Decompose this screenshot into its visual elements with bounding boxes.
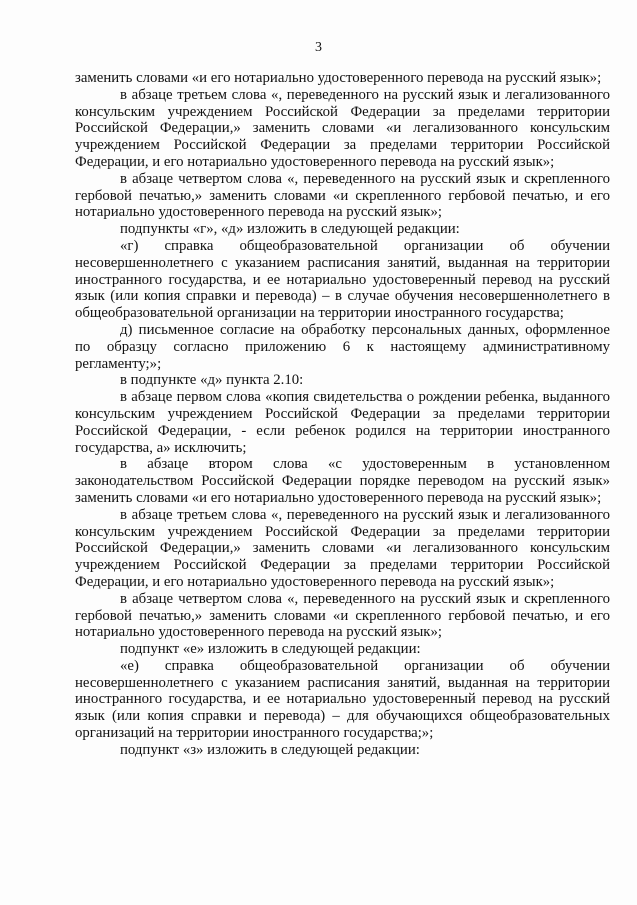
paragraph-11: в абзаце четвертом слова «, переведенного на русский язык и скрепленного гербовой печатью,» заменить словами «и скрепленного гербовой печатью, и его нотариально удостоверенного перевода на русский язык»; bbox=[75, 590, 610, 641]
paragraph-7: в подпункте «д» пункта 2.10: bbox=[120, 372, 304, 389]
paragraph-12: подпункт «е» изложить в следующей редакции: bbox=[120, 641, 421, 658]
paragraph-8: в абзаце первом слова «копия свидетельства о рождении ребенка, выданного консульским учреждением Российской Федерации за пределами территории Российской Федерации, - если ребенок родился на территории иностранного государства, а» исключить; bbox=[75, 389, 610, 456]
paragraph-6: д) письменное согласие на обработку персональных данных, оформленное по образцу согласно приложению 6 к настоящему административному регламенту;»; bbox=[75, 321, 610, 372]
paragraph-3: в абзаце четвертом слова «, переведенного на русский язык и скрепленного гербовой печатью,» заменить словами «и скрепленного гербовой печатью, и его нотариально удостоверенного перевода на русский язык»; bbox=[75, 170, 610, 221]
paragraph-5: «г) справка общеобразовательной организации об обучении несовершеннолетнего с указанием расписания занятий, выданная на территории иностранного государства, и ее нотариально удостоверенный перевод на русский язык (или копия справки и перевода) – в случае обучения несовершеннолетнего в общеобразовательной организации на территории иностранного государства; bbox=[75, 237, 610, 322]
paragraph-1: заменить словами «и его нотариально удостоверенного перевода на русский язык»; bbox=[75, 70, 602, 86]
paragraph-10: в абзаце третьем слова «, переведенного на русский язык и легализованного консульским учреждением Российской Федерации за пределами территории Российской Федерации,» заменить словами «и легализованного консульским учреждением Российской Федерации за пределами территории Российской Федерации, и его нотариально удостоверенного перевода на русский язык»; bbox=[75, 506, 610, 590]
page-number: 3 bbox=[315, 40, 322, 55]
paragraph-13: «е) справка общеобразовательной организации об обучении несовершеннолетнего с указанием расписания занятий, выданная на территории иностранного государства, и ее нотариально удостоверенный перевод на русский язык (или копия справки и перевода) – для обучающихся общеобразовательных организаций на территории иностранного государства;»; bbox=[75, 657, 610, 742]
paragraph-4: подпункты «г», «д» изложить в следующей редакции: bbox=[120, 221, 460, 238]
paragraph-14: подпункт «з» изложить в следующей редакции: bbox=[120, 741, 420, 758]
paragraph-9: в абзаце втором слова «с удостоверенным в установленном законодательством Российской Федерации порядке переводом на русский язык» заменить словами «и его нотариально удостоверенного перевода на русский язык»; bbox=[75, 456, 610, 506]
paragraph-2: в абзаце третьем слова «, переведенного на русский язык и легализованного консульским учреждением Российской Федерации за пределами территории Российской Федерации,» заменить словами «и легализованного консульским учреждением Российской Федерации за пределами территории Российской Федерации, и его нотариально удостоверенного перевода на русский язык»; bbox=[75, 86, 610, 170]
document-body bbox=[75, 70, 610, 759]
